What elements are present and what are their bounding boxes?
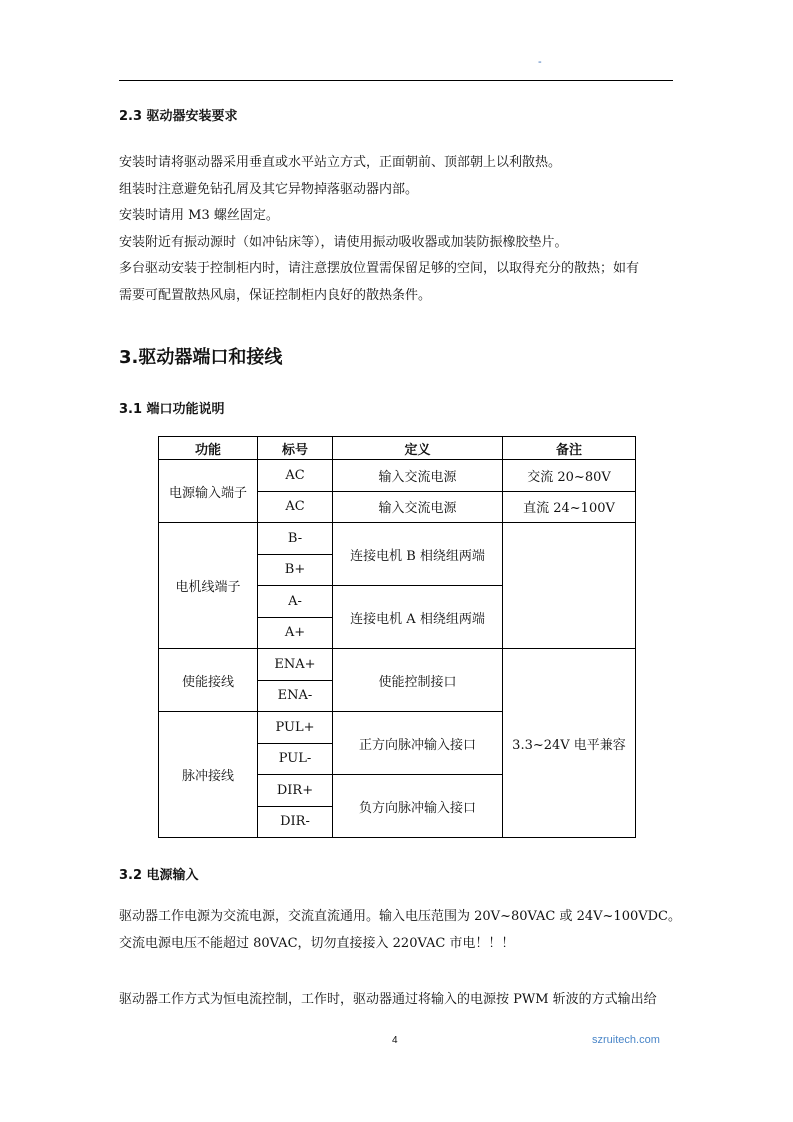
definition-cell: 输入交流电源 bbox=[333, 460, 503, 492]
power-line-1: 驱动器工作电源为交流电源，交流直流通用。输入电压范围为 20V~80VAC 或 24V~100VDC。 bbox=[119, 909, 681, 924]
group-enable: 使能接线 bbox=[159, 649, 258, 712]
power-line-3: 驱动器工作方式为恒电流控制，工作时，驱动器通过将输入的电源按 PWM 斩波的方式输出给 bbox=[119, 992, 657, 1007]
label-cell: B+ bbox=[258, 554, 333, 586]
label-cell: DIR+ bbox=[258, 775, 333, 807]
section-3-2-trailing bbox=[119, 987, 675, 1014]
port-function-table bbox=[158, 436, 636, 838]
page-number: 4 bbox=[392, 1035, 398, 1046]
header-definition: 定义 bbox=[333, 437, 503, 460]
section-3-title: 3.驱动器端口和接线 bbox=[119, 347, 283, 368]
group-power: 电源输入端子 bbox=[159, 460, 258, 523]
install-line-2: 组装时注意避免钻孔屑及其它异物掉落驱动器内部。 bbox=[119, 181, 419, 197]
note-ac: 交流 20~80V bbox=[503, 460, 636, 492]
group-motor: 电机线端子 bbox=[159, 523, 258, 649]
section-2-3-title: 2.3 驱动器安装要求 bbox=[119, 109, 238, 124]
power-line-2: 交流电源电压不能超过 80VAC，切勿直接接入 220VAC 市电！！！ bbox=[119, 935, 515, 951]
install-line-6: 需要可配置散热风扇，保证控制柜内良好的散热条件。 bbox=[119, 287, 432, 303]
label-cell: PUL+ bbox=[258, 712, 333, 744]
section-3-2-body bbox=[119, 904, 681, 957]
definition-cell: 使能控制接口 bbox=[333, 649, 503, 712]
header-mark: - bbox=[538, 56, 542, 68]
group-pulse: 脉冲接线 bbox=[159, 712, 258, 838]
section-3-1-title: 3.1 端口功能说明 bbox=[119, 402, 225, 417]
install-line-4: 安装附近有振动源时（如冲钻床等），请使用振动吸收器或加装防振橡胶垫片。 bbox=[119, 234, 568, 250]
table-header-row bbox=[159, 437, 636, 460]
label-cell: AC bbox=[258, 460, 333, 492]
header-divider bbox=[119, 80, 673, 81]
section-2-3-body bbox=[119, 150, 675, 309]
section-3-2-title: 3.2 电源输入 bbox=[119, 868, 199, 883]
header-function: 功能 bbox=[159, 437, 258, 460]
definition-cell: 负方向脉冲输入接口 bbox=[333, 775, 503, 838]
definition-cell: 连接电机 B 相绕组两端 bbox=[333, 523, 503, 586]
label-cell: A- bbox=[258, 586, 333, 618]
label-cell: A+ bbox=[258, 617, 333, 649]
table-row bbox=[159, 460, 636, 492]
label-cell: AC bbox=[258, 491, 333, 523]
table-row bbox=[159, 649, 636, 681]
footer-website: szruitech.com bbox=[592, 1034, 660, 1046]
label-cell: ENA- bbox=[258, 680, 333, 712]
note-empty bbox=[503, 523, 636, 649]
table-row bbox=[159, 523, 636, 555]
note-dc: 直流 24~100V bbox=[503, 491, 636, 523]
definition-cell: 输入交流电源 bbox=[333, 491, 503, 523]
header-label: 标号 bbox=[258, 437, 333, 460]
label-cell: B- bbox=[258, 523, 333, 555]
definition-cell: 正方向脉冲输入接口 bbox=[333, 712, 503, 775]
install-line-5: 多台驱动安装于控制柜内时，请注意摆放位置需保留足够的空间，以取得充分的散热；如有 bbox=[119, 261, 640, 276]
install-line-1: 安装时请将驱动器采用垂直或水平站立方式，正面朝前、顶部朝上以利散热。 bbox=[119, 155, 562, 170]
label-cell: ENA+ bbox=[258, 649, 333, 681]
label-cell: PUL- bbox=[258, 743, 333, 775]
label-cell: DIR- bbox=[258, 806, 333, 838]
definition-cell: 连接电机 A 相绕组两端 bbox=[333, 586, 503, 649]
install-line-3: 安装时请用 M3 螺丝固定。 bbox=[119, 208, 279, 223]
note-signal: 3.3~24V 电平兼容 bbox=[503, 649, 636, 838]
header-notes: 备注 bbox=[503, 437, 636, 460]
